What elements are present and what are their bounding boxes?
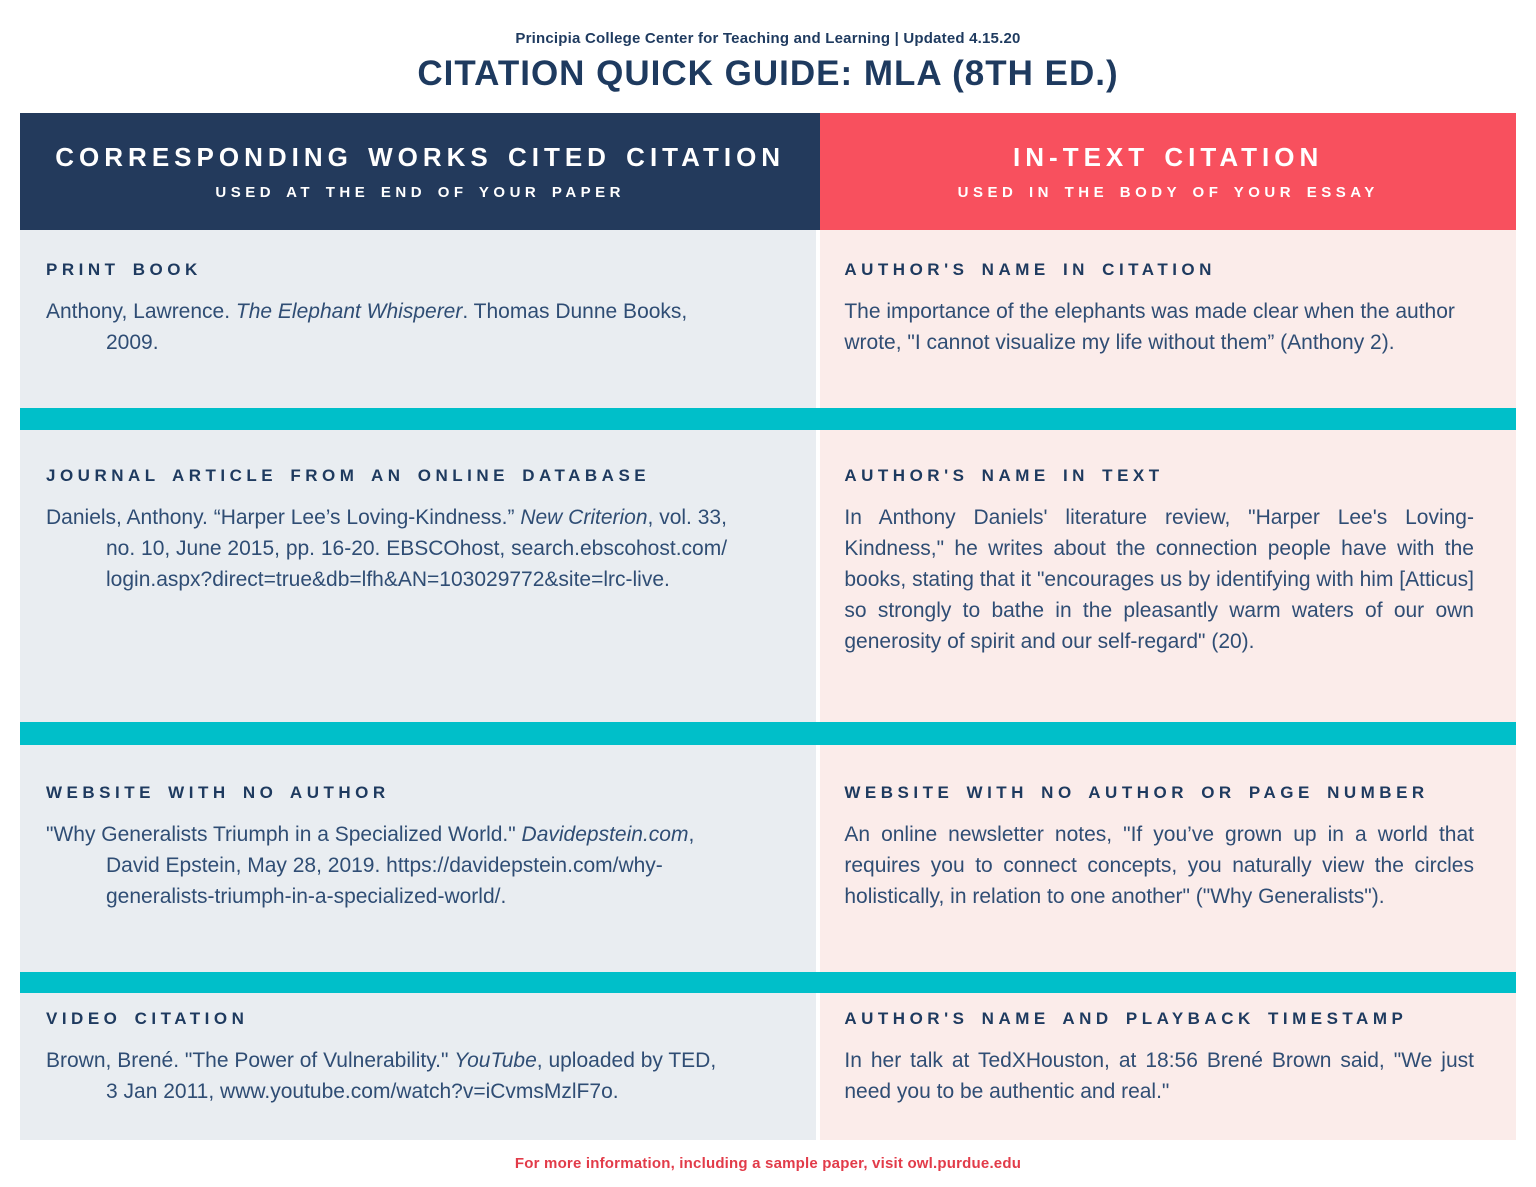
- entry-heading: JOURNAL ARTICLE FROM AN ONLINE DATABASE: [46, 466, 651, 485]
- entry-heading: WEBSITE WITH NO AUTHOR: [46, 783, 390, 802]
- in-text-example: In Anthony Daniels' literature review, "Harper Lee's Loving-Kindness," he writes about the connection people have with the books, stating that it "encourages us by identifying with him [Atticus] so strongly to bathe in the pleasantly warm waters of our own generosity of spirit and our self-regard" (20).: [844, 506, 1474, 653]
- page-header: [0, 0, 1536, 113]
- page-footer: [0, 1140, 1536, 1187]
- works-cited-citation: Anthony, Lawrence. The Elephant Whisperer. Thomas Dunne Books, 2009.: [46, 300, 688, 354]
- works-cited-column-header: [20, 113, 820, 230]
- citation-guide-table: [20, 113, 1516, 1140]
- in-text-example: The importance of the elephants was made clear when the author wrote, "I cannot visualize my life without them” (Anthony 2).: [844, 300, 1455, 354]
- journal-article-cell: [20, 430, 820, 722]
- entry-heading: PRINT BOOK: [46, 260, 202, 279]
- in-text-column-subtitle: USED IN THE BODY OF YOUR ESSAY: [957, 184, 1379, 201]
- works-cited-citation: Brown, Brené. "The Power of Vulnerability." YouTube, uploaded by TED, 3 Jan 2011, www.youtube.com/watch?v=iCvmsMzlF7o.: [46, 1049, 717, 1103]
- works-cited-column-subtitle: USED AT THE END OF YOUR PAPER: [215, 184, 625, 201]
- entry-heading: AUTHOR'S NAME IN TEXT: [844, 466, 1164, 485]
- in-text-example: In her talk at TedXHouston, at 18:56 Brené Brown said, "We just need you to be authentic and real.": [844, 1049, 1474, 1103]
- works-cited-column-title: CORRESPONDING WORKS CITED CITATION: [55, 142, 786, 172]
- in-text-example: An online newsletter notes, "If you’ve grown up in a world that requires you to connect concepts, you naturally view the circles holistically, in relation to one another" ("Why Generalists").: [844, 823, 1474, 908]
- website-no-author-cell: [20, 745, 820, 972]
- print-book-cell: [20, 230, 820, 408]
- author-name-playback-timestamp-cell: [820, 993, 1516, 1140]
- video-citation-cell: [20, 993, 820, 1140]
- row-video-citation: [20, 993, 1516, 1140]
- entry-heading: WEBSITE WITH NO AUTHOR OR PAGE NUMBER: [844, 783, 1429, 802]
- works-cited-citation: Daniels, Anthony. “Harper Lee’s Loving-Kindness.” New Criterion, vol. 33, no. 10, June 2015, pp. 16-20. EBSCOhost, search.ebscohost.com/ login.aspx?direct=true&db=lfh&AN=103029772&site=lrc-live.: [46, 506, 728, 591]
- author-name-in-text-cell: [820, 430, 1516, 722]
- teal-divider: [20, 972, 1516, 993]
- row-print-book: [20, 230, 1516, 408]
- footer-note: For more information, including a sample paper, visit owl.purdue.edu: [514, 1155, 1022, 1172]
- teal-divider: [20, 722, 1516, 745]
- website-no-author-or-page-cell: [820, 745, 1516, 972]
- header-eyebrow: Principia College Center for Teaching and Learning | Updated 4.15.20: [515, 29, 1021, 47]
- works-cited-citation: "Why Generalists Triumph in a Specialized World." Davidepstein.com, David Epstein, May 28, 2019. https://davidepstein.com/why- generalists-triumph-in-a-specialized-world/.: [46, 823, 695, 908]
- in-text-column-header: [820, 113, 1516, 230]
- entry-heading: VIDEO CITATION: [46, 1009, 249, 1028]
- page-title: CITATION QUICK GUIDE: MLA (8TH ED.): [417, 53, 1119, 93]
- entry-heading: AUTHOR'S NAME IN CITATION: [844, 260, 1216, 279]
- row-website-no-author: [20, 745, 1516, 972]
- in-text-column-title: IN-TEXT CITATION: [1013, 142, 1324, 172]
- teal-divider: [20, 408, 1516, 430]
- column-header-row: [20, 113, 1516, 230]
- author-name-in-citation-cell: [820, 230, 1516, 408]
- entry-heading: AUTHOR'S NAME AND PLAYBACK TIMESTAMP: [844, 1009, 1408, 1028]
- row-journal-article: [20, 430, 1516, 722]
